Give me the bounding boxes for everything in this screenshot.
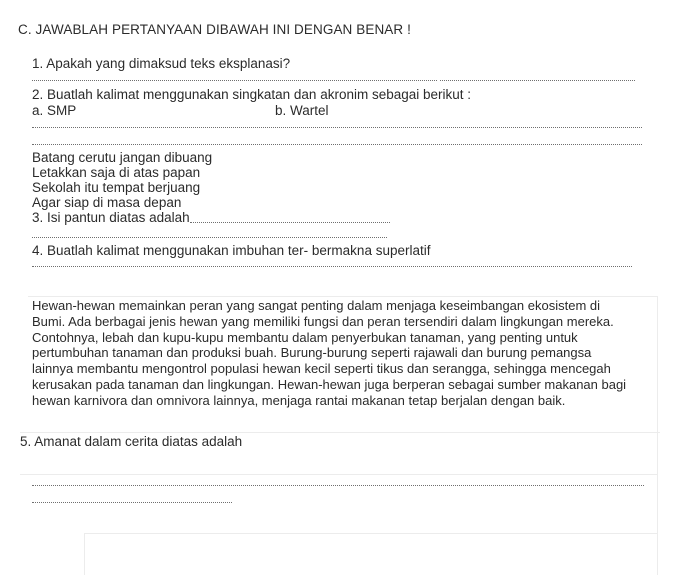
- paragraph-line: Bumi. Ada berbagai jenis hewan yang memiliki fungsi dan peran tersendiri dalam lingkungan mereka.: [32, 313, 614, 329]
- frame-line-bottom: [84, 533, 658, 534]
- question-3: 3. Isi pantun diatas adalah: [32, 210, 190, 225]
- question-4: 4. Buatlah kalimat menggunakan imbuhan ter- bermakna superlatif: [32, 243, 431, 258]
- pantun-line-4: Agar siap di masa depan: [32, 195, 182, 210]
- frame-line-right-lower: [657, 432, 658, 575]
- answer-line-4: [32, 266, 632, 267]
- paragraph-line: Hewan-hewan memainkan peran yang sangat penting dalam menjaga keseimbangan ekosistem di: [32, 298, 601, 313]
- question-2-option-b: b. Wartel: [275, 103, 329, 118]
- question-5: 5. Amanat dalam cerita diatas adalah: [20, 434, 243, 449]
- paragraph-line: kerusakan pada tanaman dan lingkungan. Hewan-hewan juga berperan sebagai sumber makanan bagi: [32, 376, 627, 392]
- answer-line-1b: [440, 80, 635, 81]
- frame-line-mid: [20, 432, 660, 433]
- reading-paragraph: [32, 298, 658, 409]
- frame-line-mid-2: [20, 474, 658, 475]
- question-1: 1. Apakah yang dimaksud teks eksplanasi?: [32, 56, 291, 71]
- answer-line-2b: [32, 144, 642, 145]
- answer-line-2a: [32, 127, 642, 128]
- question-2-option-a: a. SMP: [32, 103, 77, 118]
- section-heading: C. JAWABLAH PERTANYAAN DIBAWAH INI DENGAN BENAR !: [18, 22, 411, 37]
- frame-line-left-bottom: [84, 533, 85, 575]
- paragraph-line: Contohnya, lebah dan kupu-kupu membantu dalam penyerbukan tanaman, yang penting untuk: [32, 329, 578, 345]
- question-2: 2. Buatlah kalimat menggunakan singkatan dan akronim sebagai berikut :: [32, 87, 472, 102]
- paragraph-line: lainnya membantu mengontrol populasi hewan kecil seperti tikus dan serangga, sehingga mencegah: [32, 361, 611, 377]
- pantun-line-2: Letakkan saja di atas papan: [32, 165, 201, 180]
- pantun-line-1: Batang cerutu jangan dibuang: [32, 150, 213, 165]
- paragraph-line: hewan karnivora dan omnivora lainnya, menjaga rantai makanan tetap berjalan dengan baik.: [32, 392, 566, 408]
- pantun-line-3: Sekolah itu tempat berjuang: [32, 180, 201, 195]
- answer-line-3a: [190, 222, 390, 223]
- paragraph-line: pertumbuhan tanaman dan produksi buah. Burung-burung seperti rajawali dan burung pemangsa: [32, 345, 592, 361]
- answer-line-3b: [32, 237, 387, 238]
- frame-line-top: [28, 296, 658, 297]
- answer-line-5b: [32, 502, 232, 503]
- answer-line-5a: [32, 485, 644, 486]
- answer-line-1a: [32, 80, 437, 81]
